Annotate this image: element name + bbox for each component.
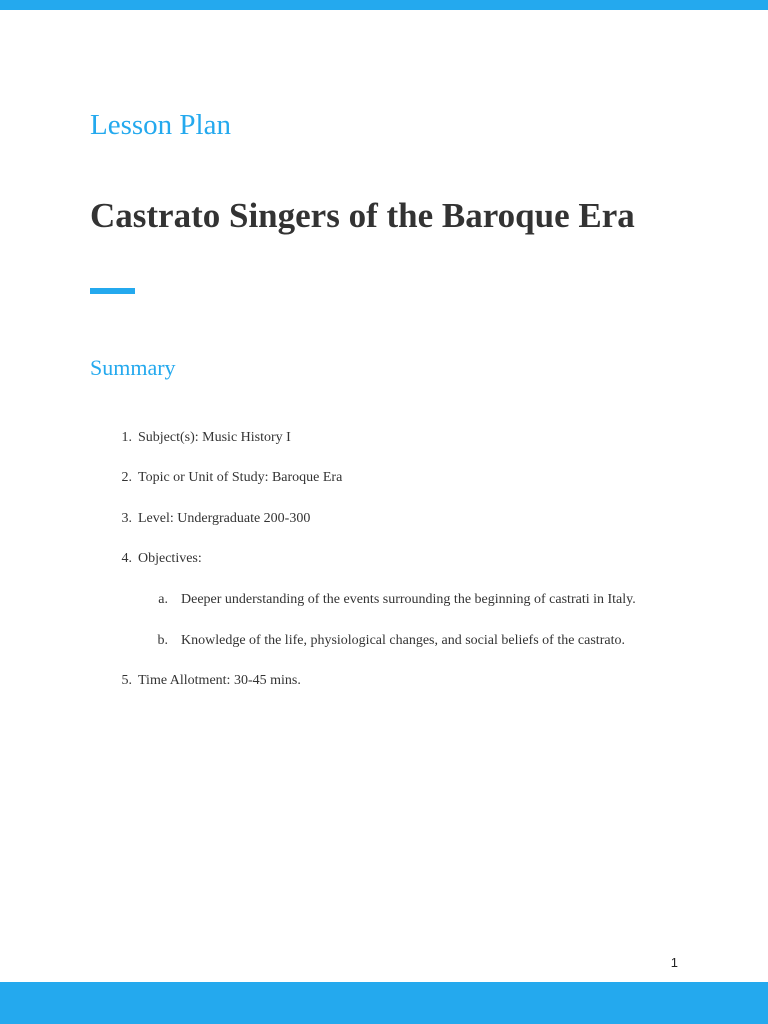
- list-item-text: Subject(s): Music History I: [138, 430, 291, 445]
- list-item-text: Objectives:: [138, 551, 202, 566]
- list-item-text: Topic or Unit of Study: Baroque Era: [138, 470, 343, 485]
- document-title: Castrato Singers of the Baroque Era: [90, 196, 635, 235]
- list-item-marker: a.: [158, 592, 168, 607]
- bottom-color-band: [0, 982, 768, 1024]
- list-item-marker: 3.: [121, 511, 132, 526]
- list-item-text: Deeper understanding of the events surrounding the beginning of castrati in Italy.: [181, 592, 636, 607]
- top-color-band: [0, 0, 768, 10]
- list-item-marker: 5.: [121, 673, 132, 688]
- section-heading-summary: Summary: [90, 355, 176, 380]
- list-item-marker: 4.: [121, 551, 132, 566]
- page-number: 1: [670, 955, 678, 970]
- list-item-text: Level: Undergraduate 200-300: [138, 511, 311, 526]
- document-kicker: Lesson Plan: [90, 109, 231, 141]
- list-item-text: Time Allotment: 30-45 mins.: [138, 673, 301, 688]
- list-item-marker: b.: [157, 633, 168, 648]
- list-item-text: Knowledge of the life, physiological changes, and social beliefs of the castrato.: [181, 633, 625, 648]
- list-item-marker: 1.: [121, 430, 132, 445]
- accent-rule: [90, 288, 135, 294]
- list-item-marker: 2.: [121, 470, 132, 485]
